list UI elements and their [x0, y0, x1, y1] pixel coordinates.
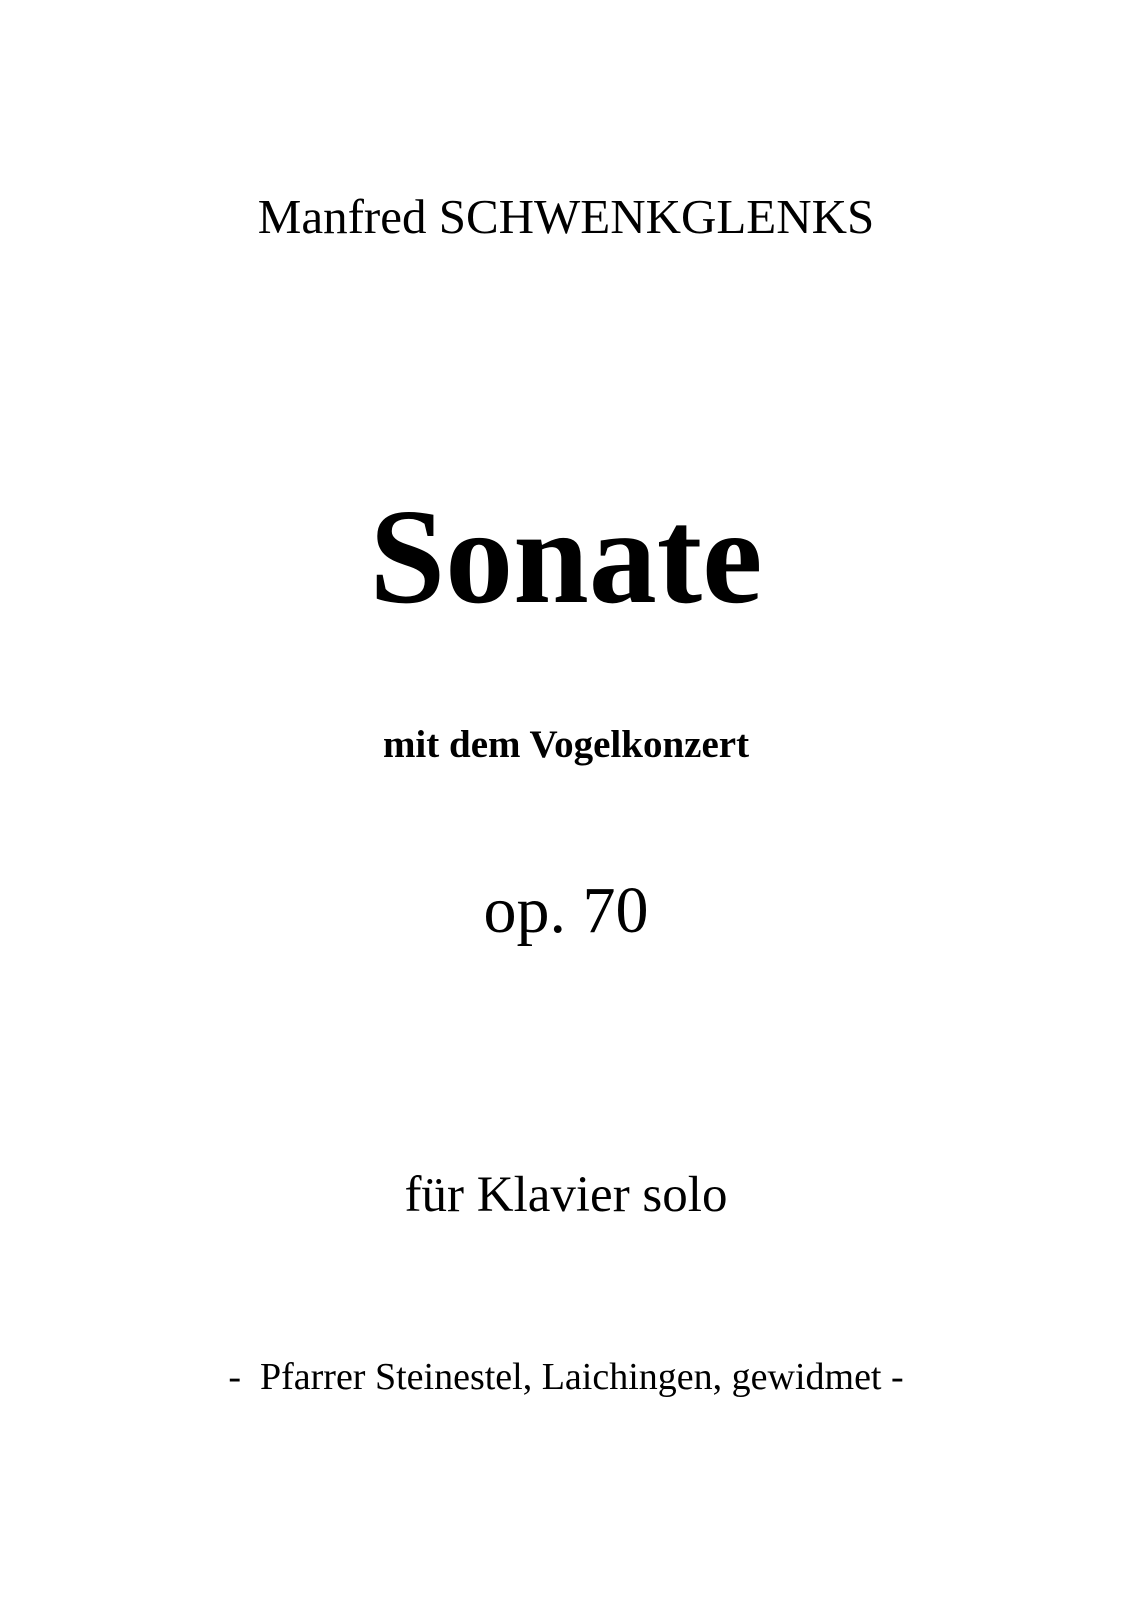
work-subtitle: mit dem Vogelkonzert — [382, 723, 750, 766]
instrumentation: für Klavier solo — [404, 1167, 728, 1223]
composer-name: Manfred SCHWENKGLENKS — [257, 189, 875, 244]
opus-number: op. 70 — [483, 874, 649, 947]
dedication: - Pfarrer Steinestel, Laichingen, gewidmet - — [228, 1356, 904, 1398]
work-title: Sonate — [369, 482, 763, 632]
